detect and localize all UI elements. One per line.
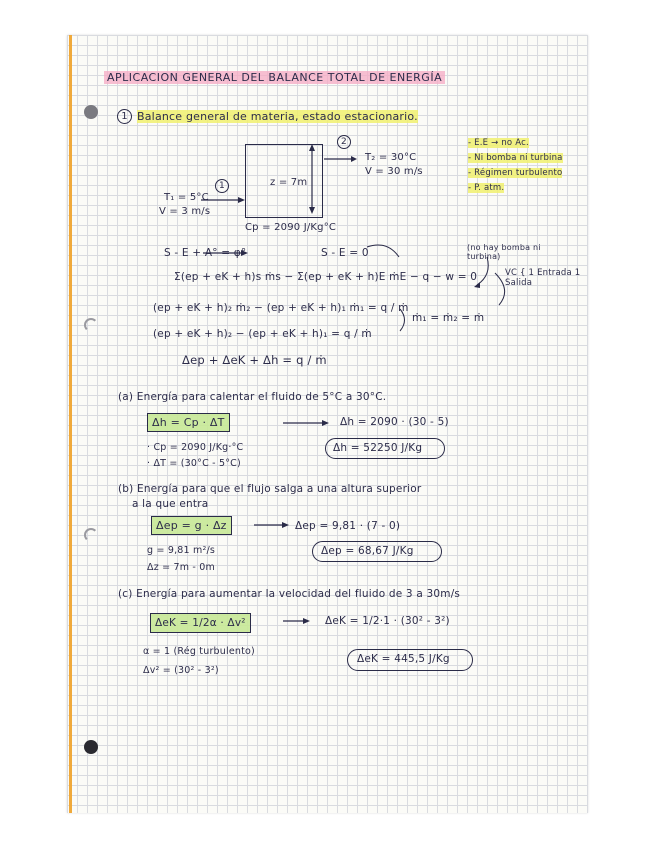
part-a-calculation: Δh = 2090 · (30 - 5): [340, 416, 449, 428]
part-b-result: Δep = 68,67 J/Kg: [321, 545, 414, 557]
part-b-data: Δz = 7m - 0m: [147, 562, 215, 573]
outlet-velocity: V = 30 m/s: [365, 166, 423, 177]
height-label: z = 7m: [270, 177, 308, 188]
energy-balance-simplified: (ep + eK + h)₂ − (ep + eK + h)₁ = q / ṁ: [153, 328, 372, 340]
part-b-heading: (b) Energía para que el flujo salga a una altura superior: [118, 483, 422, 495]
part-c-heading: (c) Energía para aumentar la velocidad del fluido de 3 a 30m/s: [118, 588, 461, 600]
assumption-note: - P. atm.: [468, 183, 505, 193]
part-c-data: α = 1 (Rég turbulento): [143, 646, 255, 657]
part-a-result: Δh = 52250 J/Kg: [333, 442, 423, 454]
energy-balance-expanded: (ep + eK + h)₂ ṁ₂ − (ep + eK + h)₁ ṁ₁ = q / ṁ: [153, 302, 409, 314]
part-a-data: · ΔT = (30°C - 5°C): [147, 458, 241, 469]
diagram-arrows: [67, 35, 588, 813]
part-a-formula: Δh = Cp · ΔT: [147, 413, 230, 432]
assumption-note: - Régimen turbulento: [468, 168, 563, 178]
inlet-temperature: T₁ = 5°C: [164, 192, 209, 203]
part-b-data: g = 9,81 m²/s: [147, 545, 216, 556]
part-c-result: ΔeK = 445,5 J/Kg: [357, 653, 450, 665]
state-2-marker: 2: [337, 135, 351, 149]
part-c-data: Δv² = (30² - 3²): [143, 665, 219, 676]
part-b-calculation: Δep = 9,81 · (7 - 0): [295, 520, 401, 532]
inlet-velocity: V = 3 m/s: [159, 206, 211, 217]
state-1-marker: 1: [215, 179, 229, 193]
part-a-heading: (a) Energía para calentar el fluido de 5°C a 30°C.: [118, 391, 387, 403]
notebook-page: [67, 35, 588, 813]
part-b-heading-cont: a la que entra: [132, 498, 209, 510]
outlet-temperature: T₂ = 30°C: [365, 152, 417, 163]
control-volume-note: VC { 1 Entrada 1 Salida: [505, 268, 581, 288]
energy-balance-equation: Σ(ep + eK + h)s ṁs − Σ(ep + eK + h)E ṁE − q − w = 0: [174, 271, 478, 283]
part-b-formula: Δep = g · Δz: [151, 516, 232, 535]
assumption-note: - E.E → no Ac.: [468, 138, 529, 148]
mass-flow-equality: ṁ₁ = ṁ₂ = ṁ: [412, 312, 485, 324]
assumption-note: - Ni bomba ni turbina: [468, 153, 563, 163]
mass-balance-equation: S - E + A° = φ°: [164, 247, 247, 259]
no-pump-note: (no hay bomba ni turbina): [467, 243, 541, 261]
part-c-formula: ΔeK = 1/2α · Δv²: [150, 613, 251, 633]
page-title: APLICACION GENERAL DEL BALANCE TOTAL DE ENERGÍA: [104, 71, 445, 84]
part-a-data: · Cp = 2090 J/Kg·°C: [147, 442, 244, 453]
energy-balance-deltas: Δep + ΔeK + Δh = q / ṁ: [182, 353, 327, 367]
section-heading: Balance general de materia, estado estacionario.: [137, 110, 418, 123]
part-c-calculation: ΔeK = 1/2·1 · (30² - 3²): [325, 615, 450, 627]
section-number: 1: [117, 109, 132, 124]
specific-heat-label: Cp = 2090 J/Kg°C: [245, 222, 337, 233]
mass-balance-result: S - E = 0: [321, 247, 369, 259]
